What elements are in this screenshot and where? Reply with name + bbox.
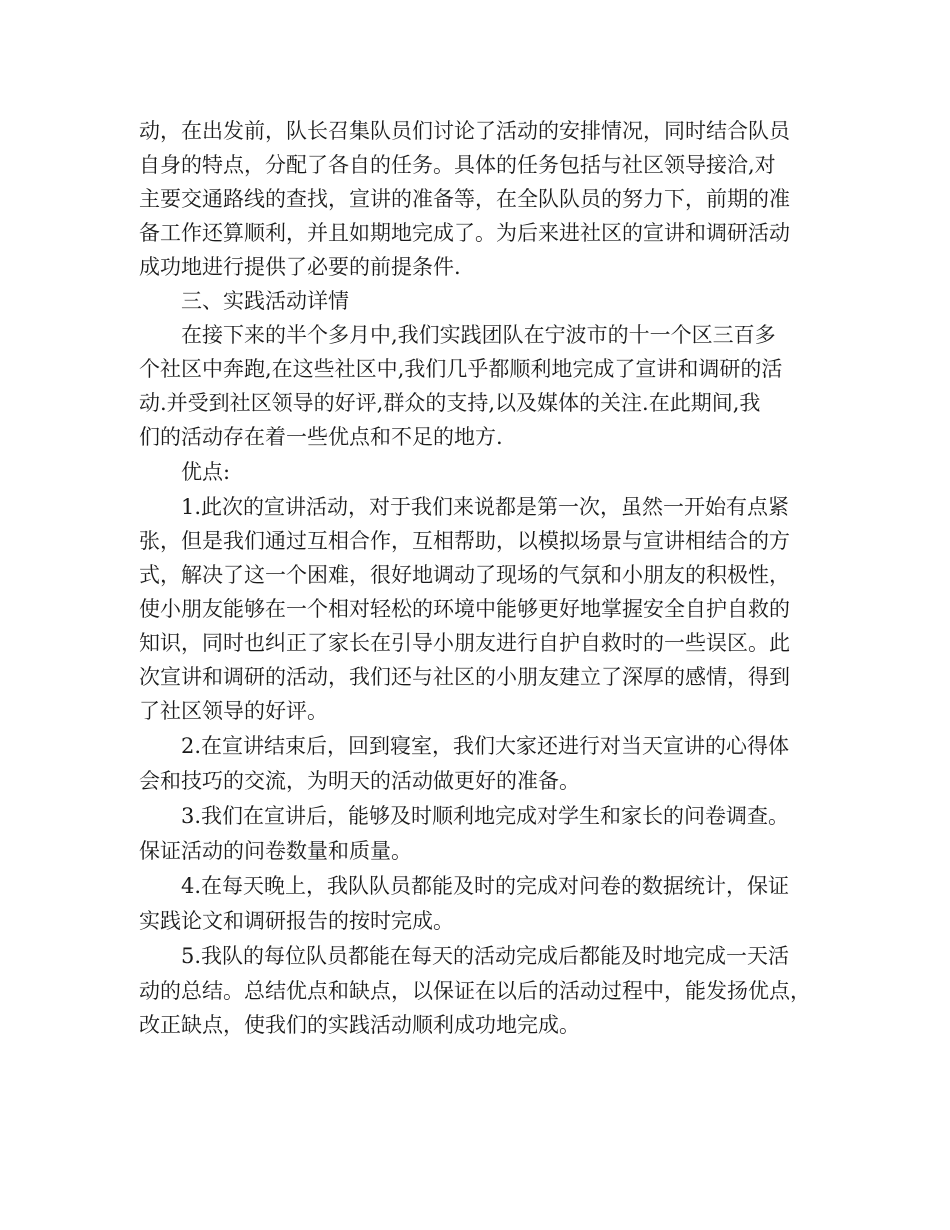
list-item-line: 1.此次的宣讲活动，对于我们来说都是第一次，虽然一开始有点紧 [181, 495, 790, 519]
subheading-advantages: 优点: [181, 460, 231, 484]
list-item-line: 张，但是我们通过互相合作，互相帮助，以模拟场景与宣讲相结合的方 [139, 529, 790, 553]
list-item-line: 了社区领导的好评。 [139, 699, 328, 723]
paragraph-line: 在接下来的半个多月中,我们实践团队在宁波市的十一个区三百多 [181, 323, 776, 347]
list-item-line: 2.在宣讲结束后，回到寝室，我们大家还进行对当天宣讲的心得体 [181, 734, 790, 758]
list-item-line: 次宣讲和调研的活动，我们还与社区的小朋友建立了深厚的感情，得到 [139, 665, 790, 689]
list-item-line: 使小朋友能够在一个相对轻松的环境中能够更好地掌握安全自护自救的 [139, 597, 790, 621]
paragraph-line: 主要交通路线的查找，宣讲的准备等，在全队队员的努力下，前期的准 [139, 187, 790, 211]
paragraph-line: 个社区中奔跑,在这些社区中,我们几乎都顺利地完成了宣讲和调研的活 [139, 357, 783, 381]
paragraph-line: 自身的特点，分配了各自的任务。具体的任务包括与社区领导接洽,对 [139, 153, 776, 177]
document-body [139, 114, 829, 1042]
paragraph-line: 们的活动存在着一些优点和不足的地方. [139, 425, 503, 449]
list-item-line: 知识，同时也纠正了家长在引导小朋友进行自护自救时的一些误区。此 [139, 631, 790, 655]
paragraph-line: 备工作还算顺利，并且如期地完成了。为后来进社区的宣讲和调研活动 [139, 221, 790, 245]
list-item-line: 实践论文和调研报告的按时完成。 [139, 909, 454, 933]
paragraph-line: 动.并受到社区领导的好评,群众的支持,以及媒体的关注.在此期间,我 [139, 391, 761, 415]
list-item-line: 会和技巧的交流，为明天的活动做更好的准备。 [139, 769, 580, 793]
section-heading: 三、实践活动详情 [181, 289, 349, 313]
list-item-line: 改正缺点，使我们的实践活动顺利成功地完成。 [139, 1013, 580, 1037]
list-item-line: 3.我们在宣讲后，能够及时顺利地完成对学生和家长的问卷调查。 [181, 804, 790, 828]
list-item-line: 动的总结。总结优点和缺点，以保证在以后的活动过程中，能发扬优点， [139, 979, 811, 1003]
list-item-line: 5.我队的每位队员都能在每天的活动完成后都能及时地完成一天活 [181, 944, 790, 968]
list-item-line: 4.在每天晚上，我队队员都能及时的完成对问卷的数据统计，保证 [181, 874, 790, 898]
paragraph-line: 动，在出发前，队长召集队员们讨论了活动的安排情况，同时结合队员 [139, 119, 790, 143]
list-item-line: 式，解决了这一个困难，很好地调动了现场的气氛和小朋友的积极性， [139, 563, 790, 587]
list-item-line: 保证活动的问卷数量和质量。 [139, 839, 412, 863]
paragraph-line: 成功地进行提供了必要的前提条件. [139, 255, 461, 279]
